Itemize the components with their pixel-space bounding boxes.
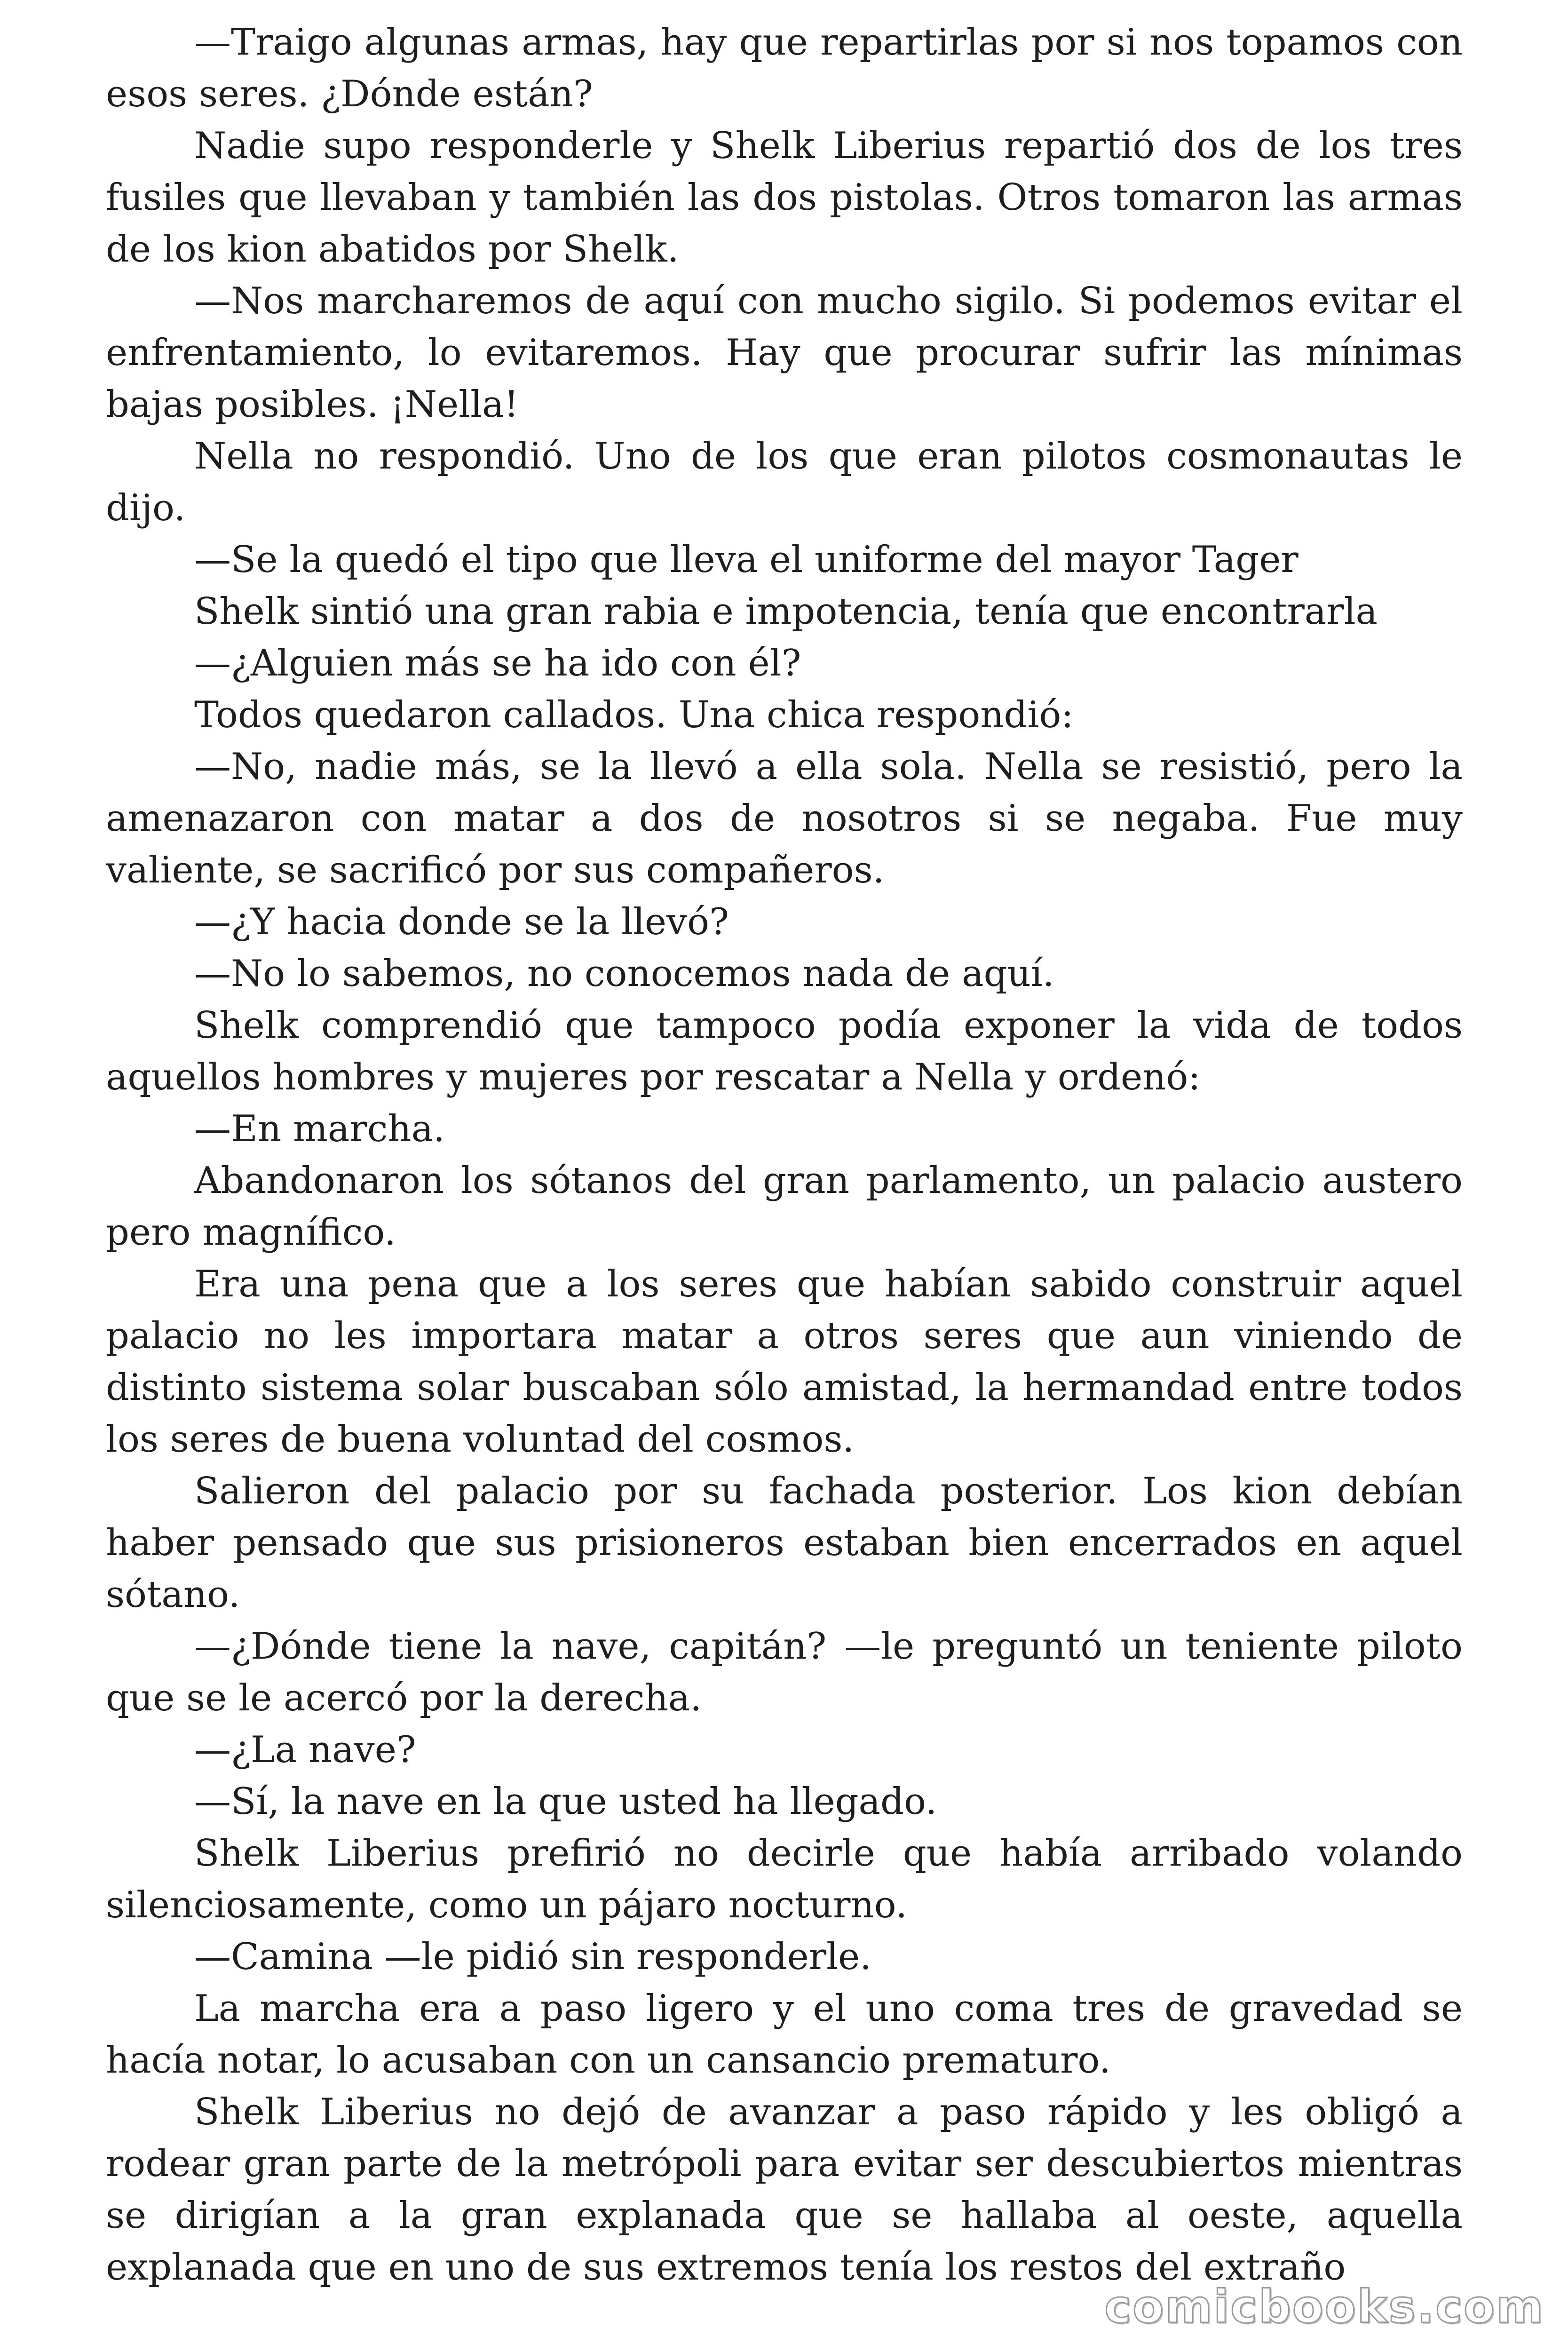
- paragraph: —¿Dónde tiene la nave, capitán? —le preguntó un teniente piloto que se le acercó por la derecha.: [106, 1625, 1463, 1719]
- paragraph: Shelk comprendió que tampoco podía exponer la vida de todos aquellos hombres y mujeres por rescatar a Nella y ordenó:: [106, 1004, 1463, 1098]
- paragraph: Todos quedaron callados. Una chica respondió:: [194, 694, 1074, 736]
- paragraph: Shelk sintió una gran rabia e impotencia, tenía que encontrarla: [194, 590, 1378, 633]
- paragraph: —En marcha.: [194, 1108, 445, 1150]
- paragraph: Nadie supo responderle y Shelk Liberius repartió dos de los tres fusiles que llevaban y también las dos pistolas. Otros tomaron las armas de los kion abatidos por Shelk.: [106, 125, 1463, 270]
- paragraph: —¿Alguien más se ha ido con él?: [194, 642, 801, 684]
- paragraph: Shelk Liberius no dejó de avanzar a paso rápido y les obligó a rodear gran parte de la metrópoli para evitar ser descubiertos mientras se dirigían a la gran explanada que se hallaba al oeste, aquella explanada que en uno de sus extremos tenía los restos del extraño: [106, 2091, 1463, 2288]
- paragraph: Salieron del palacio por su fachada posterior. Los kion debían haber pensado que sus prisioneros estaban bien encerrados en aquel sótano.: [106, 1470, 1463, 1616]
- paragraph: La marcha era a paso ligero y el uno coma tres de gravedad se hacía notar, lo acusaban con un cansancio prematuro.: [106, 1987, 1463, 2082]
- paragraph: —No, nadie más, se la llevó a ella sola. Nella se resistió, pero la amenazaron con matar a dos de nosotros si se negaba. Fue muy valiente, se sacrificó por sus compañeros.: [106, 746, 1463, 891]
- paragraph: —Sí, la nave en la que usted ha llegado.: [194, 1780, 937, 1823]
- paragraph: —Traigo algunas armas, hay que repartirlas por si nos topamos con esos seres. ¿Dónde están?: [106, 21, 1463, 115]
- paragraph: —Camina —le pidió sin responderle.: [194, 1936, 871, 1978]
- paragraph: Era una pena que a los seres que habían sabido construir aquel palacio no les importara matar a otros seres que aun viniendo de distinto sistema solar buscaban sólo amistad, la hermandad entre todos los seres de buena voluntad del cosmos.: [106, 1263, 1463, 1461]
- paragraph: Nella no respondió. Uno de los que eran pilotos cosmonautas le dijo.: [106, 435, 1463, 529]
- paragraph: —No lo sabemos, no conocemos nada de aquí.: [194, 953, 1054, 995]
- paragraph: —¿La nave?: [194, 1729, 416, 1771]
- paragraph: —Nos marcharemos de aquí con mucho sigilo. Si podemos evitar el enfrentamiento, lo evitaremos. Hay que procurar sufrir las mínimas bajas posibles. ¡Nella!: [106, 280, 1463, 426]
- book-page: [106, 16, 1463, 2293]
- paragraph: —¿Y hacia donde se la llevó?: [194, 901, 729, 943]
- paragraph: Abandonaron los sótanos del gran parlamento, un palacio austero pero magnífico.: [106, 1160, 1463, 1254]
- watermark: comicbooks.com: [1104, 2280, 1544, 2333]
- paragraph: —Se la quedó el tipo que lleva el uniforme del mayor Tager: [194, 539, 1299, 581]
- paragraph: Shelk Liberius prefirió no decirle que había arribado volando silenciosamente, como un pájaro nocturno.: [106, 1832, 1463, 1926]
